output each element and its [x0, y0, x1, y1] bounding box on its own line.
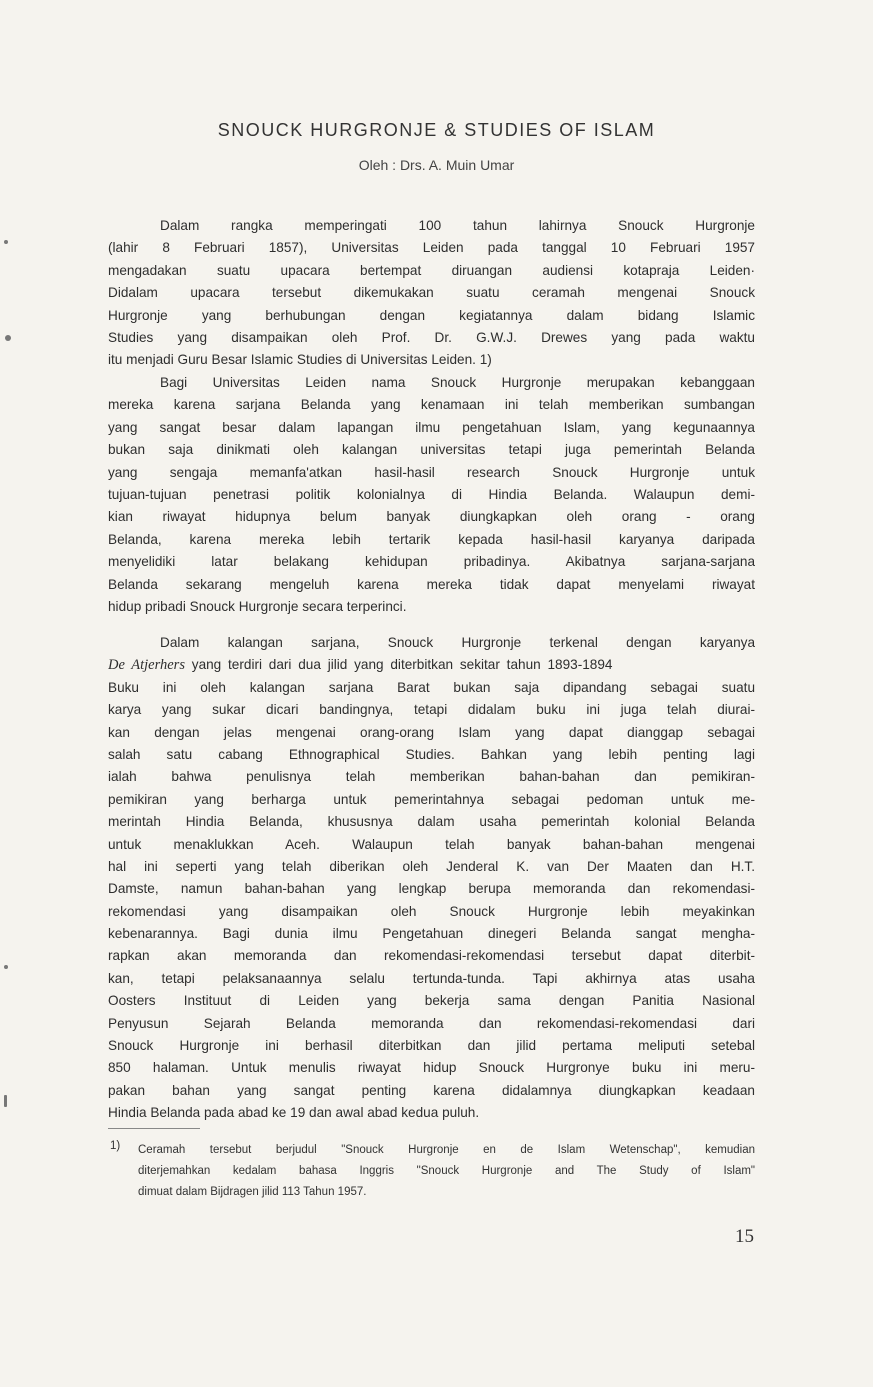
- footnote-body: [138, 1140, 755, 1203]
- scan-speck: [4, 965, 8, 969]
- text-line: merintah Hindia Belanda, khususnya dalam usaha pemerintah kolonial Belanda: [108, 814, 755, 830]
- text-line: Dalam rangka memperingati 100 tahun lahirnya Snouck Hurgronje: [160, 218, 755, 233]
- article-title: SNOUCK HURGRONJE & STUDIES OF ISLAM: [217, 120, 656, 140]
- text-line: 850 halaman. Untuk menulis riwayat hidup Snouck Hurgronye buku ini meru-: [108, 1060, 755, 1076]
- text-line: tujuan-tujuan penetrasi politik kolonialnya di Hindia Belanda. Walaupun demi-: [108, 486, 755, 502]
- book-title: De Atjerhers: [108, 657, 185, 674]
- text-line: kian riwayat hidupnya belum banyak diungkapkan oleh orang - orang: [108, 509, 755, 525]
- author-byline: Oleh : Drs. A. Muin Umar: [358, 157, 515, 173]
- text-line: rekomendasi yang disampaikan oleh Snouck Hurgronje lebih meyakinkan: [108, 903, 755, 919]
- text-line: Damste, namun bahan-bahan yang lengkap berupa memoranda dan rekomendasi-: [108, 881, 755, 897]
- text-line: kan, tetapi pelaksanaannya selalu tertunda-tunda. Tapi akhirnya atas usaha: [108, 970, 755, 986]
- text-line: kan dengan jelas mengenai orang-orang Islam yang dapat dianggap sebagai: [108, 724, 755, 740]
- text-line: Buku ini oleh kalangan sarjana Barat bukan saja dipandang sebagai suatu: [108, 679, 755, 695]
- text-line: ialah bahwa penulisnya telah memberikan bahan-bahan dan pemikiran-: [108, 769, 755, 785]
- paragraph-3: [108, 632, 755, 1125]
- text-line: Dalam kalangan sarjana, Snouck Hurgronje terkenal dengan karyanya: [160, 635, 755, 650]
- text-line: Belanda sekarang mengeluh karena mereka tidak dapat menyelami riwayat: [108, 576, 755, 592]
- text-line: pemikiran yang berharga untuk pemerintahnya sebagai pedoman untuk me-: [108, 791, 755, 807]
- paragraph-1: [108, 215, 755, 372]
- footnote: [110, 1140, 755, 1203]
- scan-speck: [4, 240, 8, 244]
- text-line: karya yang sukar dicari bandingnya, tetapi didalam buku ini juga telah diurai-: [108, 702, 755, 718]
- scan-speck: [5, 335, 11, 341]
- footnote-line: Ceramah tersebut berjudul "Snouck Hurgronje en de Islam Wetenschap", kemudian: [138, 1144, 755, 1156]
- text-line: Hindia Belanda pada abad ke 19 dan awal abad kedua puluh.: [108, 1105, 480, 1121]
- text-line: Snouck Hurgronje ini berhasil diterbitkan dan jilid pertama meliputi setebal: [108, 1038, 755, 1054]
- footnote-divider: [108, 1128, 200, 1129]
- text-line: pakan bahan yang sangat penting karena didalamnya diungkapkan keadaan: [108, 1082, 755, 1098]
- text-line: Studies yang disampaikan oleh Prof. Dr. G.W.J. Drewes yang pada waktu: [108, 329, 755, 345]
- text-line: hal ini seperti yang telah diberikan oleh Jenderal K. van Der Maaten dan H.T.: [108, 858, 755, 874]
- text-line-rest: yang terdiri dari dua jilid yang diterbitkan sekitar tahun 1893-1894: [191, 657, 613, 673]
- text-line: mereka karena sarjana Belanda yang kenamaan ini telah memberikan sumbangan: [108, 397, 755, 413]
- text-line: Didalam upacara tersebut dikemukakan suatu ceramah mengenai Snouck: [108, 285, 755, 301]
- page-number: 15: [735, 1226, 754, 1247]
- text-line: Penyusun Sejarah Belanda memoranda dan rekomendasi-rekomendasi dari: [108, 1015, 755, 1031]
- text-line: hidup pribadi Snouck Hurgronje secara terperinci.: [108, 598, 407, 614]
- text-line: kebenarannya. Bagi dunia ilmu Pengetahuan dinegeri Belanda sangat mengha-: [108, 926, 755, 942]
- footnote-line: diterjemahkan kedalam bahasa Inggris "Snouck Hurgronje and The Study of Islam": [138, 1165, 755, 1177]
- text-line: itu menjadi Guru Besar Islamic Studies di Universitas Leiden. 1): [108, 352, 492, 368]
- footnote-line: dimuat dalam Bijdragen jilid 113 Tahun 1957.: [138, 1186, 367, 1198]
- text-line: mengadakan suatu upacara bertempat diruangan audiensi kotapraja Leiden·: [108, 262, 755, 278]
- text-line: Hurgronje yang berhubungan dengan kegiatannya dalam bidang Islamic: [108, 307, 755, 323]
- text-line: yang sengaja memanfa'atkan hasil-hasil research Snouck Hurgronje untuk: [108, 464, 755, 480]
- scan-speck: [4, 1095, 7, 1107]
- text-line: (lahir 8 Februari 1857), Universitas Leiden pada tanggal 10 Februari 1957: [108, 240, 755, 256]
- text-line: menyelidiki latar belakang kehidupan pribadinya. Akibatnya sarjana-sarjana: [108, 554, 755, 570]
- text-line: Belanda, karena mereka lebih tertarik kepada hasil-hasil karyanya daripada: [108, 531, 755, 547]
- text-line: bukan saja dinikmati oleh kalangan universitas tetapi juga pemerintah Belanda: [108, 442, 755, 458]
- text-line: Bagi Universitas Leiden nama Snouck Hurgronje merupakan kebanggaan: [160, 375, 755, 390]
- footnote-number: 1): [110, 1140, 121, 1152]
- text-line: yang sangat besar dalam lapangan ilmu pengetahuan Islam, yang kegunaannya: [108, 419, 755, 435]
- text-line: untuk menaklukkan Aceh. Walaupun telah banyak bahan-bahan mengenai: [108, 836, 755, 852]
- text-line: Oosters Instituut di Leiden yang bekerja sama dengan Panitia Nasional: [108, 993, 755, 1009]
- paragraph-2: [108, 372, 755, 618]
- text-line: salah satu cabang Ethnographical Studies. Bahkan yang lebih penting lagi: [108, 746, 755, 762]
- text-line: [108, 654, 755, 676]
- text-line: rapkan akan memoranda dan rekomendasi-rekomendasi tersebut dapat diterbit-: [108, 948, 755, 964]
